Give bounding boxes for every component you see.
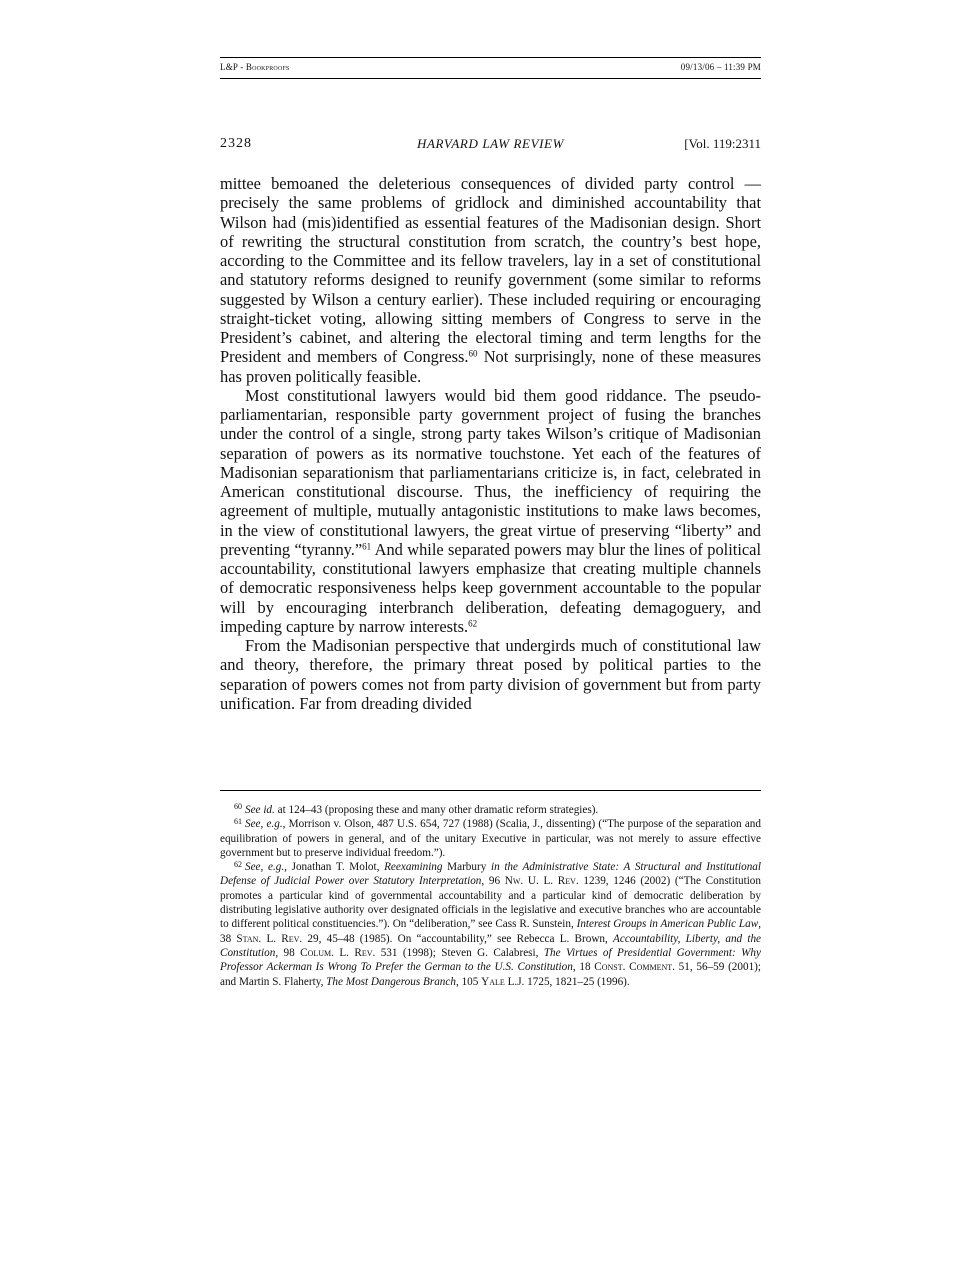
running-head (220, 136, 761, 156)
footnote-number: 60 (234, 802, 242, 812)
footnote-ref-60[interactable]: 60 (468, 348, 478, 359)
paragraph-2: Most constitutional lawyers would bid them good riddance. The pseudo-parliamentarian, responsible party government project of fusing the branches under the control of a single, strong party takes Wilson’s critique of Madisonian separation of powers as its normative touchstone. Yet each of the features of Madisonian separationism that parliamentarians criticize is, in fact, celebrated in American constitutional discourse. Thus, the inefficiency of requiring the agreement of multiple, mutually antagonistic institutions to make laws becomes, in the view of constitutional lawyers, the great virtue of preserving “liberty” and preventing “tyranny.”$^{61}$ And while separated powers may blur the lines of political accountability, constitutional lawyers emphasize that creating multiple channels of democratic responsiveness helps keep government accountable to the popular will by encouraging interbranch deliberation, defeating demagoguery, and impeding capture by narrow interests.$^{62}$ (220, 385, 761, 636)
proof-header (220, 57, 761, 79)
paragraph-3: From the Madisonian perspective that undergirds much of constitutional law and theory, therefore, the primary threat posed by political parties to the separation of powers comes not from party division of government but from party unification. Far from dreading divided (220, 636, 761, 713)
proof-label: L&P - Bookproofs (220, 62, 290, 72)
footnotes (220, 803, 761, 989)
footnote-61: $^{61}$ See, e.g., Morrison v. Olson, 487 U.S. 654, 727 (1988) (Scalia, J., dissenting) (“The purpose of the separation and equilibration of powers in general, and of the unitary Executive in particular, was not merely to assure effective government but to preserve individual freedom.”). (220, 816, 761, 859)
journal-title: HARVARD LAW REVIEW (416, 136, 565, 151)
volume-citation: [Vol. 119:2311 (684, 136, 761, 151)
footnote-60: $^{60}$ See id. at 124–43 (proposing these and many other dramatic reform strategies). (234, 802, 599, 816)
footnote-number: 62 (234, 859, 242, 869)
footnote-ref-62[interactable]: 62 (468, 618, 478, 629)
footnote-number: 61 (234, 816, 242, 826)
body-text (220, 174, 761, 713)
page-number: 2328 (220, 136, 252, 151)
proof-timestamp: 09/13/06 – 11:39 PM (680, 62, 761, 72)
footnote-divider (220, 790, 761, 791)
footnote-62: $^{62}$ See, e.g., Jonathan T. Molot, Reexamining Marbury in the Administrative State: A Structural and Institutional Defense of Judicial Power over Statutory Interpretation, 96 Nw. U. L. Rev. 1239, 1246 (2002) (“The Constitution promotes a particular kind of governmental accountability and a particular kind of democratic deliberation by distributing legislative authority over designated officials in the legislative and executive branches who are accountable to different political constituencies.”). On “deliberation,” see Cass R. Sunstein, Interest Groups in American Public Law, 38 Stan. L. Rev. 29, 45–48 (1985). On “accountability,” see Rebecca L. Brown, Accountability, Liberty, and the Constitution, 98 Colum. L. Rev. 531 (1998); Steven G. Calabresi, The Virtues of Presidential Government: Why Professor Ackerman Is Wrong To Prefer the German to the U.S. Constitution, 18 Const. Comment. 51, 56–59 (2001); and Martin S. Flaherty, The Most Dangerous Branch, 105 Yale L.J. 1725, 1821–25 (1996). (220, 859, 762, 988)
paragraph-1: mittee bemoaned the deleterious consequences of divided party control — precisely the same problems of gridlock and diminished accountability that Wilson had (mis)identified as essential features of the Madisonian design. Short of rewriting the structural constitution from scratch, the country’s best hope, according to the Committee and its fellow travelers, lay in a set of constitutional and statutory reforms designed to reunify government (some similar to reforms suggested by Wilson a century earlier). These included requiring or encouraging straight-ticket voting, allowing sitting members of Congress to serve in the President’s cabinet, and altering the electoral timing and term lengths for the President and members of Congress.$^{60}$ Not surprisingly, none of these measures has proven politically feasible. (220, 174, 761, 386)
footnote-ref-61[interactable]: 61 (362, 541, 372, 552)
